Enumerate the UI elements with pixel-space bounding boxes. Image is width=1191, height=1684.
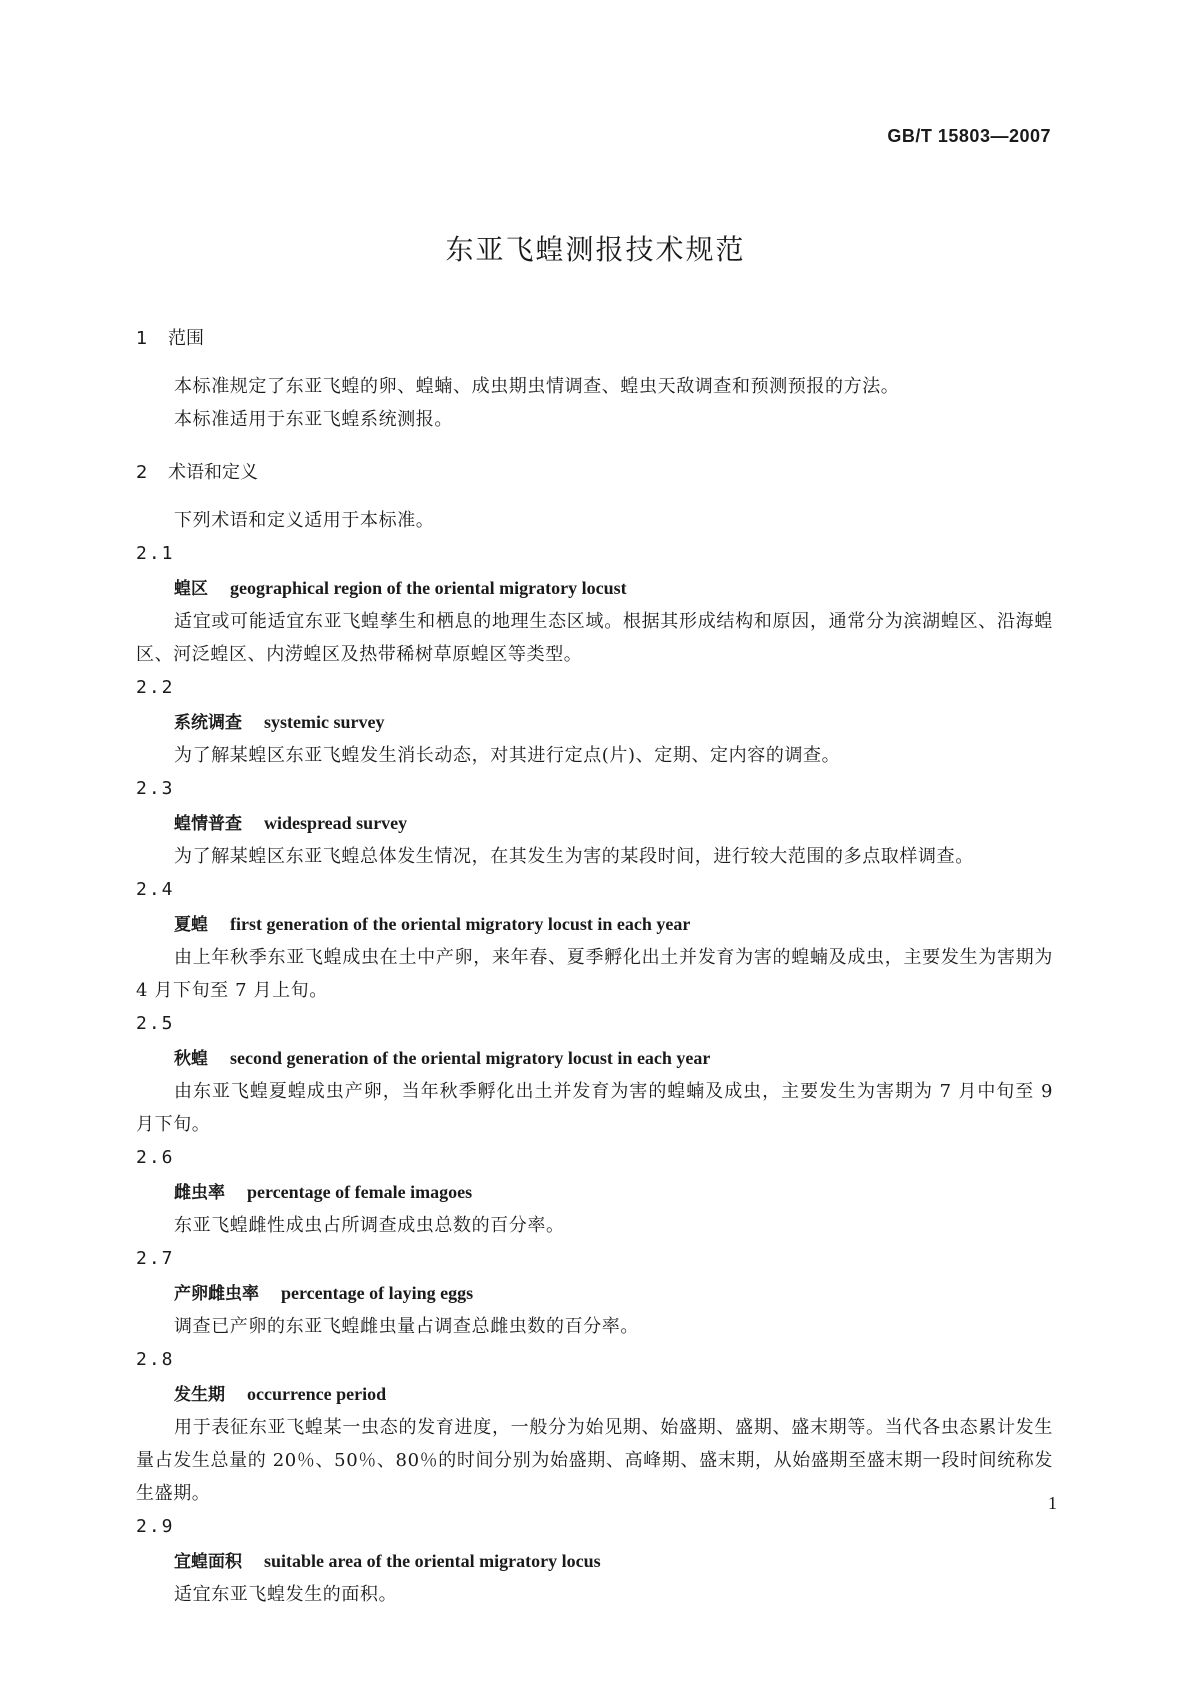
section-title: 术语和定义: [168, 462, 258, 483]
term-heading: [136, 907, 1053, 941]
section-number: 1: [136, 328, 148, 349]
term-heading: [136, 1276, 1053, 1310]
document-title: 东亚飞蝗测报技术规范: [445, 233, 746, 266]
term-name-zh: 宜蝗面积: [174, 1552, 242, 1572]
paragraph: 下列术语和定义适用于本标准。: [174, 510, 435, 531]
term-entry: [136, 1007, 1053, 1141]
section-heading-terms: [136, 456, 1053, 490]
term-name-en: percentage of female imagoes: [247, 1182, 473, 1202]
paragraph: 本标准适用于东亚飞蝗系统测报。: [174, 409, 453, 430]
term-name-zh: 蝗情普查: [174, 814, 242, 834]
term-name-en: geographical region of the oriental migratory locust: [230, 578, 627, 598]
term-name-zh: 蝗区: [174, 579, 208, 599]
term-name-zh: 发生期: [174, 1385, 225, 1405]
term-name-zh: 秋蝗: [174, 1049, 208, 1069]
section-title: 范围: [168, 328, 204, 349]
term-definition: 为了解某蝗区东亚飞蝗总体发生情况，在其发生为害的某段时间，进行较大范围的多点取样调查。: [174, 846, 974, 867]
term-name-en: percentage of laying eggs: [281, 1283, 474, 1303]
term-name-en: systemic survey: [264, 712, 385, 732]
term-heading: [136, 1377, 1053, 1411]
term-entry: [136, 537, 1053, 671]
term-entry: [136, 873, 1053, 1007]
term-name-en: second generation of the oriental migratory locust in each year: [230, 1048, 711, 1068]
term-number: 2.6: [136, 1147, 175, 1168]
term-name-zh: 夏蝗: [174, 915, 208, 935]
term-definition: 东亚飞蝗雌性成虫占所调查成虫总数的百分率。: [174, 1215, 565, 1236]
term-entry: [136, 1510, 1053, 1611]
term-entry: [136, 1343, 1053, 1510]
term-number: 2.2: [136, 677, 175, 698]
term-definition: 适宜东亚飞蝗发生的面积。: [174, 1584, 398, 1605]
term-definition: 适宜或可能适宜东亚飞蝗孳生和栖息的地理生态区域。根据其形成结构和原因，通常分为滨湖蝗区、沿海蝗区、河泛蝗区、内涝蝗区及热带稀树草原蝗区等类型。: [136, 611, 1053, 665]
term-definition: 由东亚飞蝗夏蝗成虫产卵，当年秋季孵化出土并发育为害的蝗蝻及成虫，主要发生为害期为 7 月中旬至 9 月下旬。: [136, 1081, 1053, 1135]
term-name-en: suitable area of the oriental migratory locus: [264, 1551, 601, 1571]
term-entry: [136, 1242, 1053, 1343]
term-number: 2.4: [136, 879, 175, 900]
term-heading: [136, 705, 1053, 739]
paragraph: 本标准规定了东亚飞蝗的卵、蝗蝻、成虫期虫情调查、蝗虫天敌调查和预测预报的方法。: [174, 376, 900, 397]
term-definition: 为了解某蝗区东亚飞蝗发生消长动态，对其进行定点(片)、定期、定内容的调查。: [174, 745, 841, 766]
term-definition: 由上年秋季东亚飞蝗成虫在土中产卵，来年春、夏季孵化出土并发育为害的蝗蝻及成虫，主要发生为害期为 4 月下旬至 7 月上旬。: [136, 947, 1053, 1001]
term-number: 2.1: [136, 543, 175, 564]
term-heading: [136, 571, 1053, 605]
term-name-en: occurrence period: [247, 1384, 387, 1404]
term-name-zh: 产卵雌虫率: [174, 1284, 259, 1304]
term-entry: [136, 772, 1053, 873]
term-heading: [136, 1041, 1053, 1075]
term-name-zh: 雌虫率: [174, 1183, 225, 1203]
document-body: [136, 322, 1053, 1611]
term-name-en: first generation of the oriental migratory locust in each year: [230, 914, 691, 934]
term-number: 2.9: [136, 1516, 175, 1537]
term-number: 2.8: [136, 1349, 175, 1370]
section-heading-scope: [136, 322, 1053, 356]
term-heading: [136, 1544, 1053, 1578]
term-name-en: widespread survey: [264, 813, 408, 833]
term-number: 2.7: [136, 1248, 175, 1269]
term-number: 2.5: [136, 1013, 175, 1034]
term-definition: 调查已产卵的东亚飞蝗雌虫量占调查总雌虫数的百分率。: [174, 1316, 639, 1337]
term-entry: [136, 1141, 1053, 1242]
page-number: 1: [1048, 1493, 1057, 1513]
term-heading: [136, 806, 1053, 840]
standard-code: GB/T 15803—2007: [887, 126, 1051, 146]
term-entry: [136, 671, 1053, 772]
section-number: 2: [136, 462, 148, 483]
term-heading: [136, 1175, 1053, 1209]
term-number: 2.3: [136, 778, 175, 799]
term-name-zh: 系统调查: [174, 713, 242, 733]
term-definition: 用于表征东亚飞蝗某一虫态的发育进度，一般分为始见期、始盛期、盛期、盛末期等。当代各虫态累计发生量占发生总量的 20％、50％、80％的时间分别为始盛期、高峰期、盛末期，从始盛期至盛末期一段时间统称发生盛期。: [136, 1417, 1053, 1504]
